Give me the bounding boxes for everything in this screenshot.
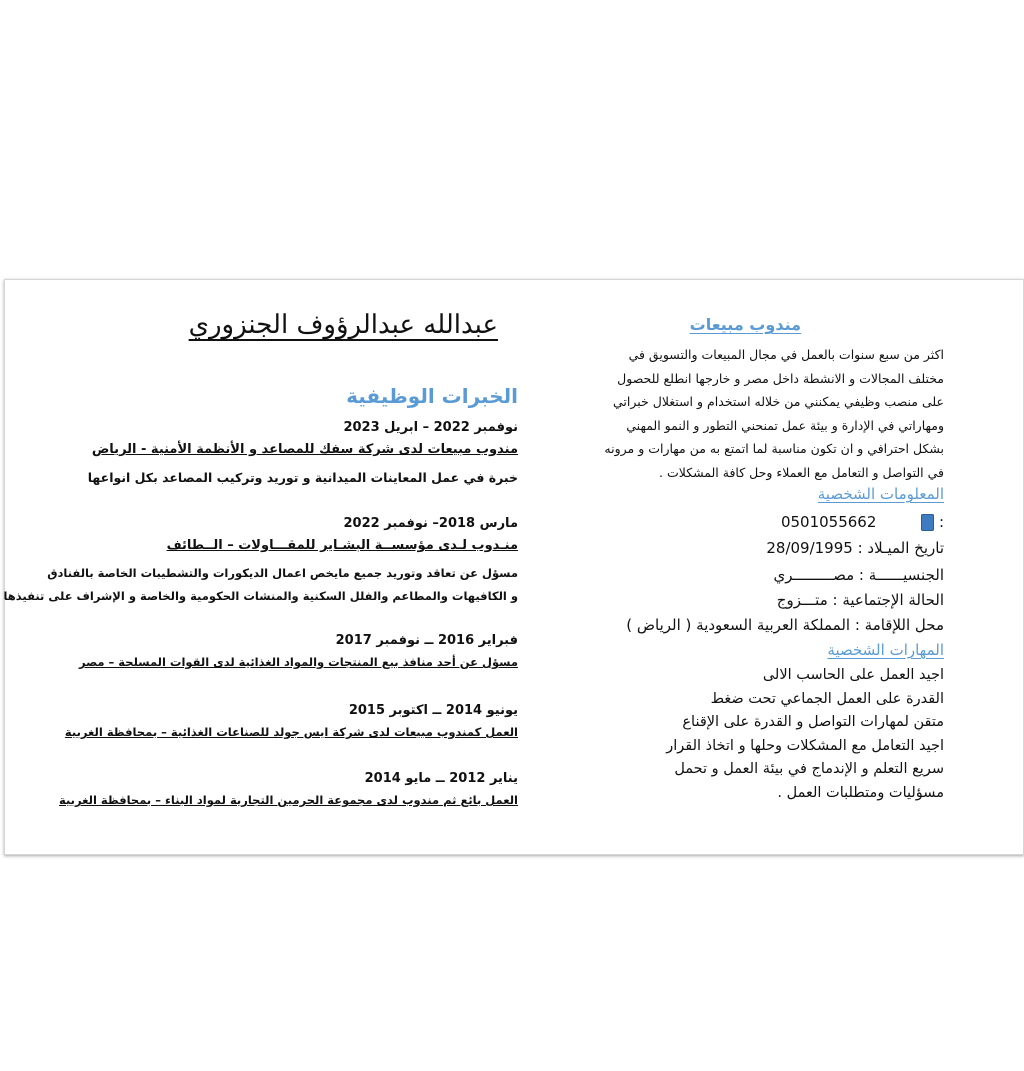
skill-item: سريع التعلم و الإندماج في بيئة العمل و تحمل	[674, 761, 944, 777]
skill-item: القدرة على العمل الجماعي تحت ضغط	[710, 690, 944, 707]
summary-line: في التواصل و التعامل مع العملاء وحل كافة المشكلات .	[659, 464, 944, 480]
phone-row	[781, 513, 944, 531]
job-entry	[59, 771, 518, 816]
phone-icon	[921, 514, 934, 531]
personal-info-heading: المعلومات الشخصية	[817, 485, 944, 503]
skills-list	[666, 664, 944, 805]
job-title: مندوب مبيعات لدى شركة سفك للمصاعد و الأنظمة الأمنية - الرياض	[91, 442, 518, 457]
marital-status-row: الحالة الإجتماعية : متـــزوج	[776, 591, 944, 609]
job-date: فبراير 2016 ــ نوفمبر 2017	[335, 633, 518, 648]
birth-date-row: تاريخ الميـلاد : 28/09/1995	[766, 539, 944, 557]
job-title: منـدوب لـدى مؤسســة البشـاير للمقـــاولات – الــطائف	[166, 538, 518, 553]
summary-text	[584, 343, 944, 484]
phone-colon: :	[938, 513, 944, 531]
job-date: يناير 2012 ــ مايو 2014	[364, 771, 518, 786]
skill-item: متقن لمهارات التواصل و القدرة على الإقناع	[682, 714, 944, 730]
job-entry	[79, 633, 518, 678]
summary-line: اكثر من سبع سنوات بالعمل في مجال المبيعات والتسويق في	[628, 347, 944, 362]
summary-line: على منصب وظيفي يمكنني من خلاله استخدام و استغلال خبراتي	[613, 394, 944, 409]
job-entry	[88, 420, 518, 489]
job-desc: مسؤل عن تعاقد وتوريد جميع مايخص اعمال الديكورات والتشطيبات الخاصة بالفنادق	[47, 566, 518, 580]
phone-number: 0501055662	[780, 513, 877, 531]
summary-line: بشكل احترافي و ان تكون مناسبة لما اتمتع به من مهارات و مرونه	[604, 441, 944, 456]
job-title: العمل بائع ثم مندوب لدى مجموعة الحرمين التجارية لمواد البناء – بمحافظة الغربية	[59, 793, 518, 807]
skills-heading: المهارات الشخصية	[827, 641, 944, 659]
job-entry	[65, 703, 518, 748]
summary-line: مختلف المجالات و الانشطة داخل مصر و خارجها انطلع للحصول	[617, 370, 944, 386]
residence-row: محل اللإقامة : المملكة العربية السعودية ( الرياض )	[626, 616, 944, 634]
job-role-title: مندوب مبيعات	[689, 315, 801, 334]
job-title: العمل كمندوب مبيعات لدى شركة ايس جولد للصناعات الغذائية – بمحافظة الغربية	[64, 725, 518, 739]
job-date: نوفمبر 2022 – ابريل 2023	[343, 420, 518, 435]
experience-heading: الخبرات الوظيفية	[346, 384, 518, 408]
job-entry	[3, 516, 518, 608]
resume-page	[4, 279, 1024, 855]
job-desc: و الكافيهات والمطاعم والفلل السكنية والمنشات الحكومية والخاصة و الإشراف على تنفيذها	[3, 589, 518, 603]
job-title: مسؤل عن أحد منافذ بيع المنتجات والمواد الغذائية لدى القوات المسلحة – مصر	[78, 655, 518, 669]
nationality-row: الجنسيــــــة : مصـــــــــري	[773, 566, 944, 584]
candidate-name: عبدالله عبدالرؤوف الجنزوري	[188, 310, 498, 340]
summary-line: ومهاراتي في الإدارة و بيئة عمل تمنحني التطور و النمو المهني	[626, 417, 944, 433]
skill-item: مسؤليات ومتطلبات العمل .	[777, 784, 944, 801]
job-date: يونيو 2014 ــ اكتوبر 2015	[348, 703, 518, 718]
job-date: مارس 2018– نوفمبر 2022	[343, 516, 518, 531]
skill-item: اجيد العمل على الحاسب الالى	[762, 667, 944, 683]
skill-item: اجيد التعامل مع المشكلات وحلها و اتخاذ القرار	[666, 737, 944, 754]
job-desc: خبرة في عمل المعاينات الميدانية و توريد وتركيب المصاعد بكل انواعها	[87, 470, 518, 485]
